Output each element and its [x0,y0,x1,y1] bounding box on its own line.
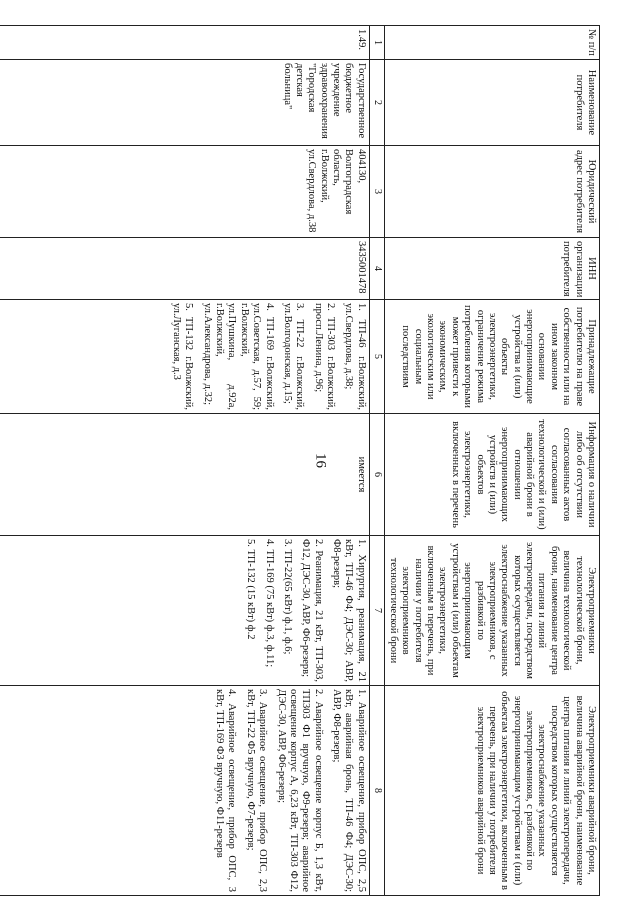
device-item: 5. ТП-132 г.Волжский, ул.Луганская, д.3 [170,303,195,410]
consumer-address-text: 404130, Волгоградская область, г.Волжский, ул.Свердлова, д.38 [306,149,367,233]
device-item: 2. ТП-303 г.Волжский, просп.Ленина, д.96; [312,303,337,410]
column-number-row [369,26,384,896]
header-address: Юридический адрес потребителя [384,146,599,238]
header-avar-bron: Электроприемники аварийной брони, величина аварийной брони, наименование центра питания и линий электропередачи, посредством которых осуществляется электроснабжение указанных электроприемников, с разбивкой по энергопринимающим устройствам и (или) объектам электроэнергетики, включенным в перечень, при наличии у потребителя электроприемников аварийной брони [384,686,599,896]
header-inn: ИНН организации потребителя [384,238,599,300]
acts-cell: имеется [0,414,369,536]
column-number: 6 [369,414,384,536]
avar-bron-cell [0,686,369,896]
avar-bron-item: 4. Аварийное освещение, прибор ОПС, 3 кВт, ТП-169 Ф3 вручную, Ф11-резерв [214,689,238,892]
devices-cell [0,300,369,414]
column-number: 7 [369,536,384,686]
header-acts: Информация о наличии либо об отсутствии согласованных актов согласования технологической и (или) аварийной брони в отношении энергопринимающих устройств и (или) объектов электроэнергетики, включенных в перечень [384,414,599,536]
column-number: 1 [369,26,384,60]
tech-bron-item: 4. ТП-169 (75 кВт) ф.3, ф.11; [263,539,275,668]
avar-bron-item: 2. Аварийное освещение корпус Б, 1,3 кВт, ТП303 Ф1 вручную, Ф9-резерв; аварийное освещение корпус А, 6,23 кВт, ТП-303 Ф12, ДЭС-30, АВР, Ф6-резерв; [275,689,324,892]
column-number: 2 [369,60,384,146]
consumer-name-text: Государственное бюджетное учреждение здравоохранения "Городская детская больница" [281,63,367,139]
avar-bron-item: 1. Аварийное освещение, прибор ОПС, 2,5 кВт, аварийная бронь, ТП-46 Ф4; ДЭС-30; АВР, Ф8-резерв; [331,689,367,892]
consumer-table [0,25,600,896]
consumer-name [0,60,369,146]
column-number: 4 [369,238,384,300]
tech-bron-item: 1. Хирургия, реанимация, 21 кВт, ТП-46 Ф4; ДЭС-30; АВР, Ф8-резерв; [331,539,367,682]
tech-bron-cell [0,536,369,686]
device-item: 4. ТП-169 г.Волжский, ул.Советская, д.57, 59; г.Волжский, ул.Пушкина, д.92а, г.Волжский, ул.Александрова, д.32; [201,303,275,410]
header-tech-bron: Электроприемники технологической брони, величина технологической брони, наименование центра питания и линий электропередачи, посредством которых осуществляется электроснабжение указанных электроприемников, с разбивкой по энергопринимающим устройствам и (или) объектам электроэнергетики, включенным в перечень, при наличии у потребителя электроприемников технологической брони [384,536,599,686]
header-name: Наименование потребителя [384,60,599,146]
column-number: 5 [369,300,384,414]
consumer-inn: 3435001478 [0,238,369,300]
tech-bron-item: 5. ТП-132 (15 кВт) ф.2 [245,539,257,640]
header-devices: Принадлежащие потребителю на праве собственности или на ином законном основании энергопринимающие устройства и (или) объекты электроэнергетики, ограничение режима потребления которыми может привести к экономическим, экологическим или социальным последствиям [384,300,599,414]
device-item: 1. ТП-46 г.Волжский, ул.Свердлова, д.38; [343,303,367,410]
device-item: 3. ТП-22 г.Волжский, ул.Волгодонская, д.15; [281,303,306,410]
tech-bron-item: 2. Реанимация, 21 кВт, ТП-303, Ф12, ДЭС-30, АВР, Ф6-резерв; [300,539,324,682]
column-number: 8 [369,686,384,896]
table-row [0,26,369,896]
page-number: 16 [312,453,329,468]
consumer-table-rotated [50,25,600,895]
header-row [384,26,599,896]
consumer-address [0,146,369,238]
row-number: 1.49. [0,26,369,60]
column-number: 3 [369,146,384,238]
header-num: № п/п [384,26,599,60]
tech-bron-item: 3. ТП-22(65 кВт) ф.1, ф.6; [281,539,293,655]
avar-bron-item: 3. Аварийное освещение, прибор ОПС, 2,3 кВт, ТП-22 Ф5 вручную, Ф7-резерв; [244,689,269,892]
